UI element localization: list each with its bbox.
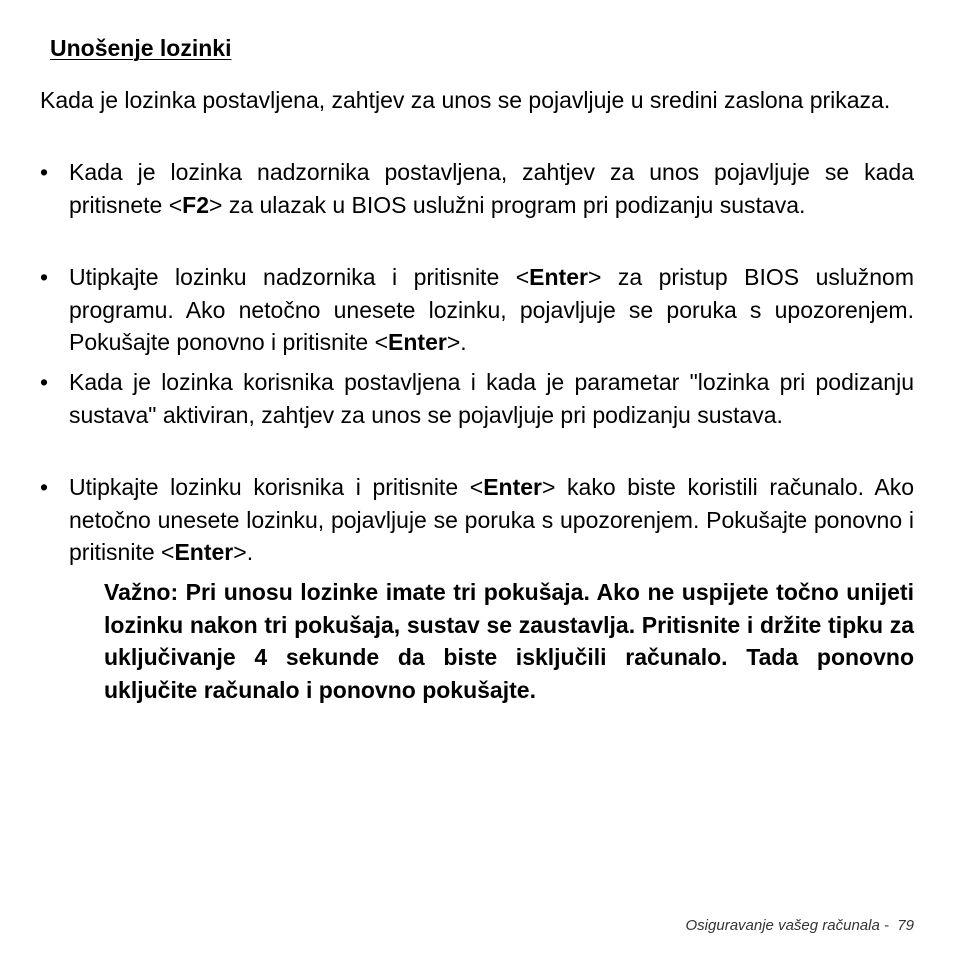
page-footer xyxy=(686,917,914,934)
list-item-text: Utipkajte lozinku korisnika i pritisnite <Enter> kako biste koristili računalo. Ako netočno unesete lozinku, pojavljuje se poruka s upozorenjem. Pokušajte ponovno i pritisnite <Enter>. xyxy=(69,474,915,565)
footer-section-title: Osiguravanje vašeg računala - xyxy=(685,917,889,934)
key-name: Enter xyxy=(174,539,234,565)
bullet-icon: • xyxy=(40,264,49,290)
bullet-icon: • xyxy=(40,159,49,185)
page-number: 79 xyxy=(897,917,914,934)
list-item-text: Kada je lozinka nadzornika postavljena, zahtjev za unos pojavljuje se kada pritisnete <F2> za ulazak u BIOS uslužni program pri podizanju sustava. xyxy=(69,159,914,218)
key-name: Enter xyxy=(483,474,542,500)
key-name: Enter xyxy=(529,264,588,290)
section-heading: Unošenje lozinki xyxy=(50,35,232,61)
important-note: Važno: Pri unosu lozinke imate tri pokušaja. Ako ne uspijete točno unijeti lozinku nakon tri pokušaja, sustav se zaustavlja. Pritisnite i držite tipku za uključivanje 4 sekunde da biste isključili računalo. Tada ponovno uključite računalo i ponovno pokušajte. xyxy=(104,579,914,703)
intro-paragraph: Kada je lozinka postavljena, zahtjev za unos se pojavljuje u sredini zaslona prikaza. xyxy=(40,87,891,113)
key-name: F2 xyxy=(182,191,209,218)
bullet-icon: • xyxy=(40,369,49,395)
bullet-icon: • xyxy=(40,474,49,500)
list-item-text: Utipkajte lozinku nadzornika i pritisnite <Enter> za pristup BIOS uslužnom programu. Ako netočno unesete lozinku, pojavljuje se poruka s upozorenjem. Pokušajte ponovno i pritisnite <Enter>. xyxy=(69,264,915,355)
list-item-text: Kada je lozinka korisnika postavljena i kada je parametar "lozinka pri podizanju sustava" aktiviran, zahtjev za unos se pojavljuje pri podizanju sustava. xyxy=(69,369,914,428)
key-name: Enter xyxy=(388,329,447,355)
